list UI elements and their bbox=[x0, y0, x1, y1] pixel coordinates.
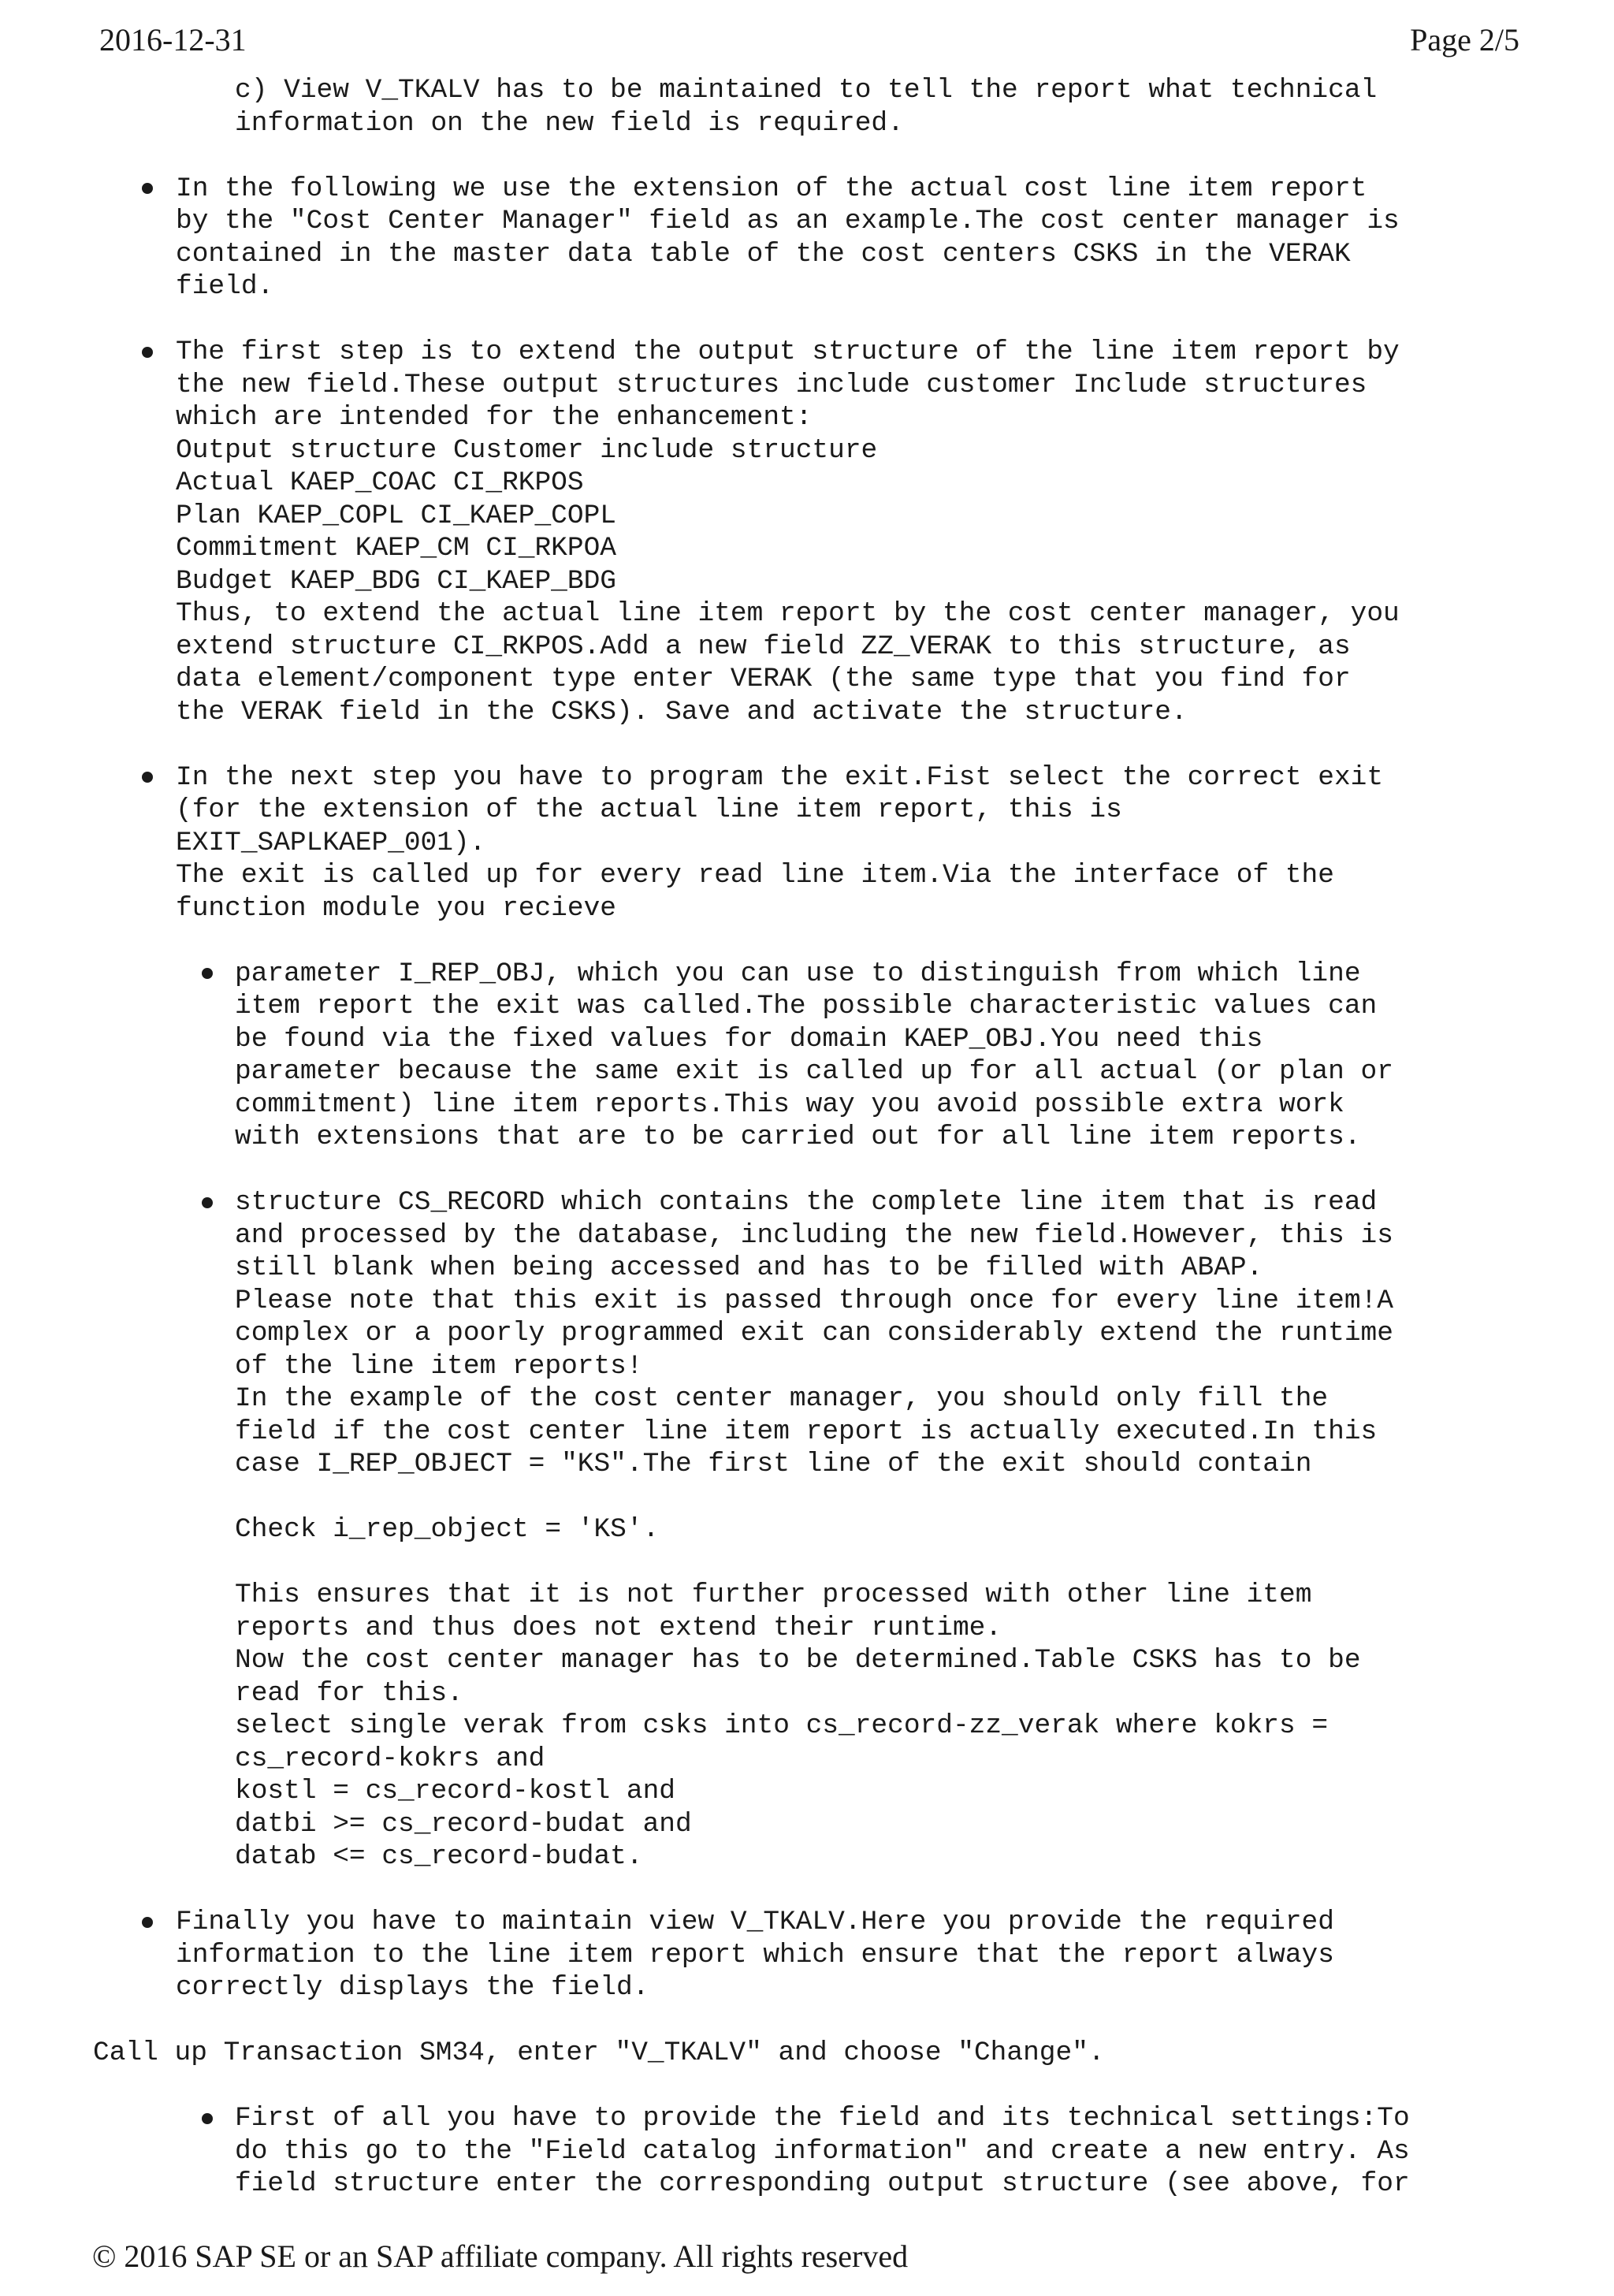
text-line: EXIT_SAPLKAEP_001). bbox=[176, 827, 486, 858]
text-line: correctly displays the field. bbox=[176, 1972, 649, 2003]
text-line: Now the cost center manager has to be determined.Table CSKS has to be bbox=[235, 1645, 1361, 1676]
copyright-footer: © 2016 SAP SE or an SAP affiliate company. All rights reserved bbox=[92, 2238, 909, 2274]
text-line: c) View V_TKALV has to be maintained to tell the report what technical bbox=[235, 75, 1378, 106]
text-line: commitment) line item reports.This way you avoid possible extra work bbox=[235, 1088, 1344, 1120]
text-line: the VERAK field in the CSKS). Save and activate the structure. bbox=[176, 696, 1188, 728]
text-line: reports and thus does not extend their runtime. bbox=[235, 1612, 1002, 1643]
text-line: field. bbox=[176, 271, 274, 302]
text-line: The first step is to extend the output structure of the line item report by bbox=[176, 337, 1400, 367]
sub-bullet-item bbox=[0, 2102, 1614, 2201]
text-line: This ensures that it is not further processed with other line item bbox=[235, 1580, 1312, 1610]
bullet-item bbox=[0, 336, 1614, 728]
text-line: with extensions that are to be carried out for all line item reports. bbox=[235, 1122, 1361, 1152]
text-line: In the following we use the extension of the actual cost line item report bbox=[176, 173, 1367, 204]
text-line: structure CS_RECORD which contains the complete line item that is read bbox=[235, 1187, 1378, 1218]
sub-bullet-item bbox=[0, 1186, 1614, 1874]
bullet-item bbox=[0, 1906, 1614, 2004]
text-line: parameter I_REP_OBJ, which you can use to distinguish from which line bbox=[235, 958, 1361, 989]
text-line: Please note that this exit is passed through once for every line item!A bbox=[235, 1285, 1393, 1316]
bullet-icon bbox=[140, 1906, 154, 1939]
bullet-icon bbox=[140, 173, 154, 206]
text-line: extend structure CI_RKPOS.Add a new field ZZ_VERAK to this structure, as bbox=[176, 631, 1351, 662]
text-line: information on the new field is required. bbox=[235, 107, 904, 139]
text-line: information to the line item report which ensure that the report always bbox=[176, 1939, 1334, 1970]
call-transaction-line: Call up Transaction SM34, enter "V_TKALV" and choose "Change". bbox=[93, 2037, 1105, 2068]
text-line: In the example of the cost center manager, you should only fill the bbox=[235, 1383, 1329, 1414]
code-line: select single verak from csks into cs_record-zz_verak where kokrs = bbox=[235, 1710, 1329, 1741]
text-line: Plan KAEP_COPL CI_KAEP_COPL bbox=[176, 500, 616, 531]
intro-block bbox=[0, 74, 1614, 140]
text-line: Thus, to extend the actual line item report by the cost center manager, you bbox=[176, 598, 1400, 629]
text-line: First of all you have to provide the field and its technical settings:To bbox=[235, 2103, 1410, 2134]
text-line: Actual KAEP_COAC CI_RKPOS bbox=[176, 467, 584, 498]
text-line: read for this. bbox=[235, 1677, 463, 1709]
text-line: In the next step you have to program the exit.Fist select the correct exit bbox=[176, 761, 1384, 793]
text-line: item report the exit was called.The possible characteristic values can bbox=[235, 991, 1378, 1021]
bullet-icon bbox=[140, 761, 154, 794]
code-line: Check i_rep_object = 'KS'. bbox=[235, 1514, 660, 1545]
text-line: The exit is called up for every read line item.Via the interface of the bbox=[176, 860, 1334, 891]
text-line: contained in the master data table of the cost centers CSKS in the VERAK bbox=[176, 238, 1351, 270]
header-date: 2016-12-31 bbox=[99, 22, 247, 58]
text-line: function module you recieve bbox=[176, 892, 616, 924]
document-body bbox=[0, 74, 1614, 2201]
text-line: Finally you have to maintain view V_TKALV.Here you provide the required bbox=[176, 1907, 1334, 1937]
text-line: do this go to the "Field catalog information" and create a new entry. As bbox=[235, 2135, 1410, 2167]
text-line: field if the cost center line item report is actually executed.In this bbox=[235, 1416, 1378, 1447]
text-line: parameter because the same exit is called up for all actual (or plan or bbox=[235, 1056, 1393, 1087]
text-line: case I_REP_OBJECT = "KS".The first line of the exit should contain bbox=[235, 1449, 1312, 1479]
text-line: field structure enter the corresponding output structure (see above, for bbox=[235, 2168, 1410, 2199]
text-line: data element/component type enter VERAK (the same type that you find for bbox=[176, 664, 1351, 694]
text-line: (for the extension of the actual line item report, this is bbox=[176, 794, 1122, 825]
sub-bullet-item bbox=[0, 958, 1614, 1154]
text-line: be found via the fixed values for domain KAEP_OBJ.You need this bbox=[235, 1023, 1263, 1055]
bullet-icon bbox=[140, 336, 154, 369]
code-line: datab <= cs_record-budat. bbox=[235, 1841, 643, 1872]
text-line: Budget KAEP_BDG CI_KAEP_BDG bbox=[176, 565, 616, 597]
bullet-icon bbox=[200, 2102, 214, 2135]
code-line: kostl = cs_record-kostl and bbox=[235, 1776, 675, 1807]
code-line: datbi >= cs_record-budat and bbox=[235, 1808, 692, 1840]
text-line: and processed by the database, including the new field.However, this is bbox=[235, 1219, 1393, 1251]
bullet-item bbox=[0, 761, 1614, 925]
text-line: Commitment KAEP_CM CI_RKPOA bbox=[176, 533, 616, 564]
text-line: which are intended for the enhancement: bbox=[176, 402, 813, 433]
code-line: cs_record-kokrs and bbox=[235, 1743, 545, 1774]
header-page-number: Page 2/5 bbox=[1410, 22, 1519, 58]
bullet-item bbox=[0, 173, 1614, 303]
text-line: complex or a poorly programmed exit can considerably extend the runtime bbox=[235, 1318, 1393, 1349]
bullet-icon bbox=[200, 958, 214, 991]
text-line: of the line item reports! bbox=[235, 1350, 643, 1382]
text-line: the new field.These output structures include customer Include structures bbox=[176, 369, 1367, 400]
bullet-icon bbox=[200, 1186, 214, 1219]
text-line: by the "Cost Center Manager" field as an example.The cost center manager is bbox=[176, 206, 1400, 236]
text-line: still blank when being accessed and has to be filled with ABAP. bbox=[235, 1252, 1263, 1283]
text-line: Output structure Customer include structure bbox=[176, 434, 878, 466]
